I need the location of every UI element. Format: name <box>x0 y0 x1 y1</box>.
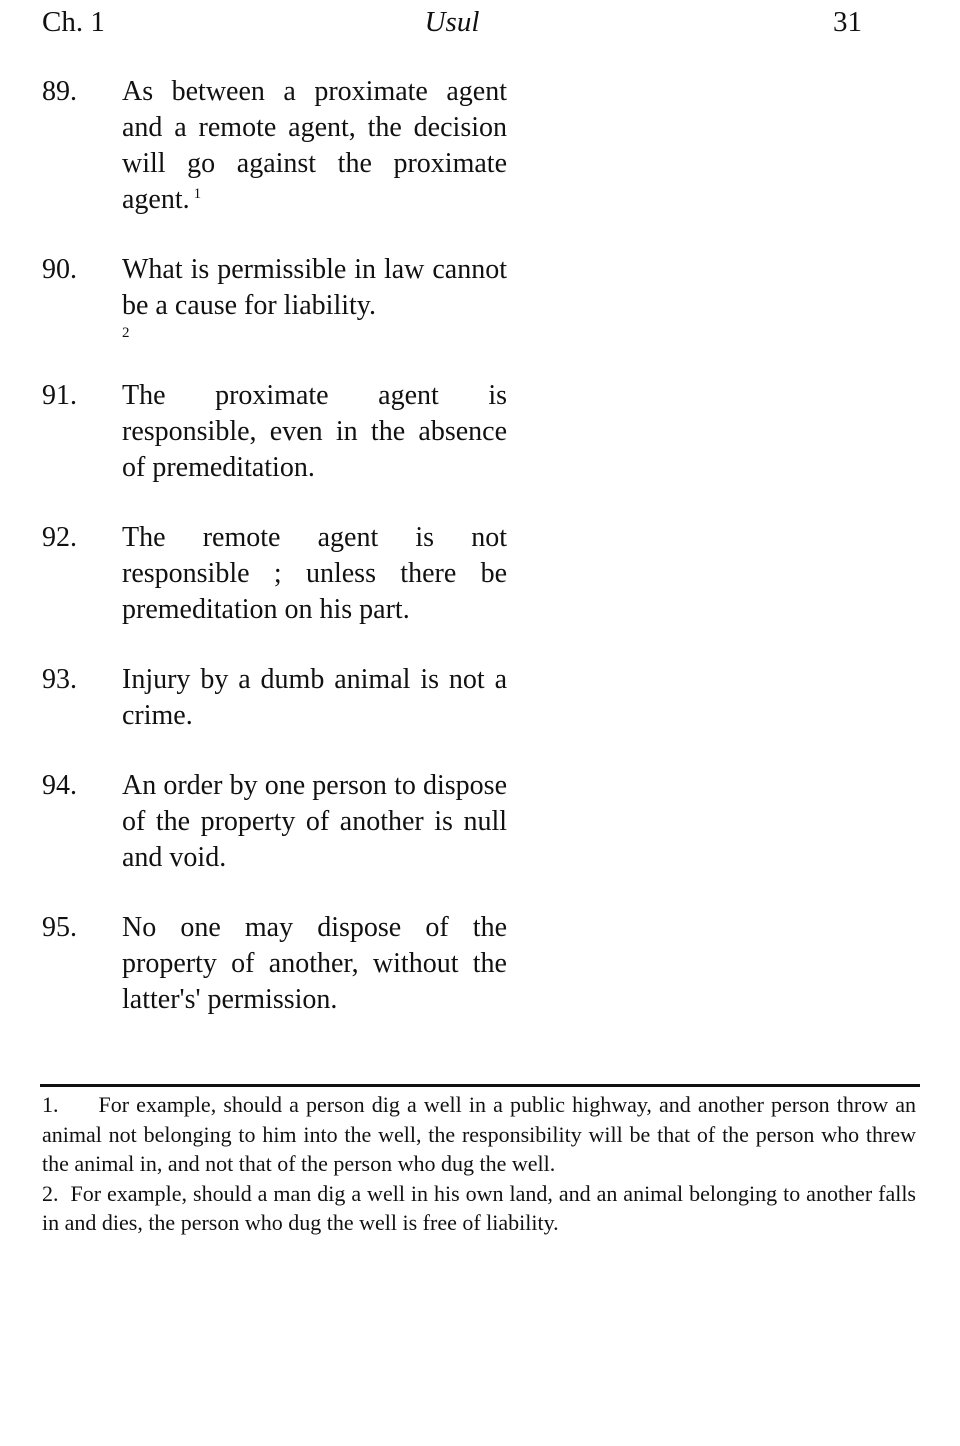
running-title: Usul <box>424 6 480 38</box>
rule-text: The proximate agent is responsible, even in the absence of premeditation. <box>122 380 507 483</box>
rule-item <box>42 662 512 734</box>
rule-number: 94. <box>42 770 77 801</box>
chapter-label: Ch. 1 <box>42 6 105 38</box>
rule-item <box>42 910 512 1018</box>
footnote-item <box>42 1090 916 1179</box>
footnotes <box>42 1090 916 1238</box>
rules-list <box>42 74 512 1052</box>
rule-number: 91. <box>42 380 77 411</box>
footnote-divider <box>40 1084 920 1087</box>
footnote-item <box>42 1179 916 1238</box>
footnote-text: For example, should a person dig a well in a public highway, and another person throw an animal not belonging to him into the well, the responsibility will be that of the person who threw the animal in, and not that of the person who dug the well. <box>42 1092 916 1176</box>
rule-item <box>42 74 512 218</box>
footnote-number: 1. <box>42 1092 59 1117</box>
footnote-number: 2. <box>42 1180 59 1206</box>
page-number: 31 <box>833 6 862 38</box>
rule-item <box>42 768 512 876</box>
rule-item <box>42 520 512 628</box>
rule-text: No one may dispose of the property of another, without the latter's' permission. <box>122 912 507 1015</box>
page-header <box>42 2 862 42</box>
rule-text: As between a proximate agent and a remote agent, the decision will go against the proximate agent. $^1$ <box>122 76 507 215</box>
rule-item <box>42 378 512 486</box>
rule-text: An order by one person to dispose of the property of another is null and void. <box>122 770 507 873</box>
rule-number: 93. <box>42 664 77 695</box>
rule-number: 90. <box>42 254 77 285</box>
footnote-reference: 2 <box>122 325 130 341</box>
footnote-reference: 1 <box>193 185 202 202</box>
footnote-text: For example, should a man dig a well in his own land, and an animal belonging to another falls in and dies, the person who dug the well is free of liability. <box>42 1180 916 1235</box>
rule-text: The remote agent is not responsible ; unless there be premeditation on his part. <box>122 522 507 625</box>
rule-text: Injury by a dumb animal is not a crime. <box>122 664 507 731</box>
rule-item <box>42 252 512 342</box>
rule-text: What is permissible in law cannot be a cause for liability. 2 <box>122 254 507 341</box>
rule-number: 92. <box>42 522 77 553</box>
rule-number: 95. <box>42 912 77 943</box>
rule-number: 89. <box>42 76 77 107</box>
